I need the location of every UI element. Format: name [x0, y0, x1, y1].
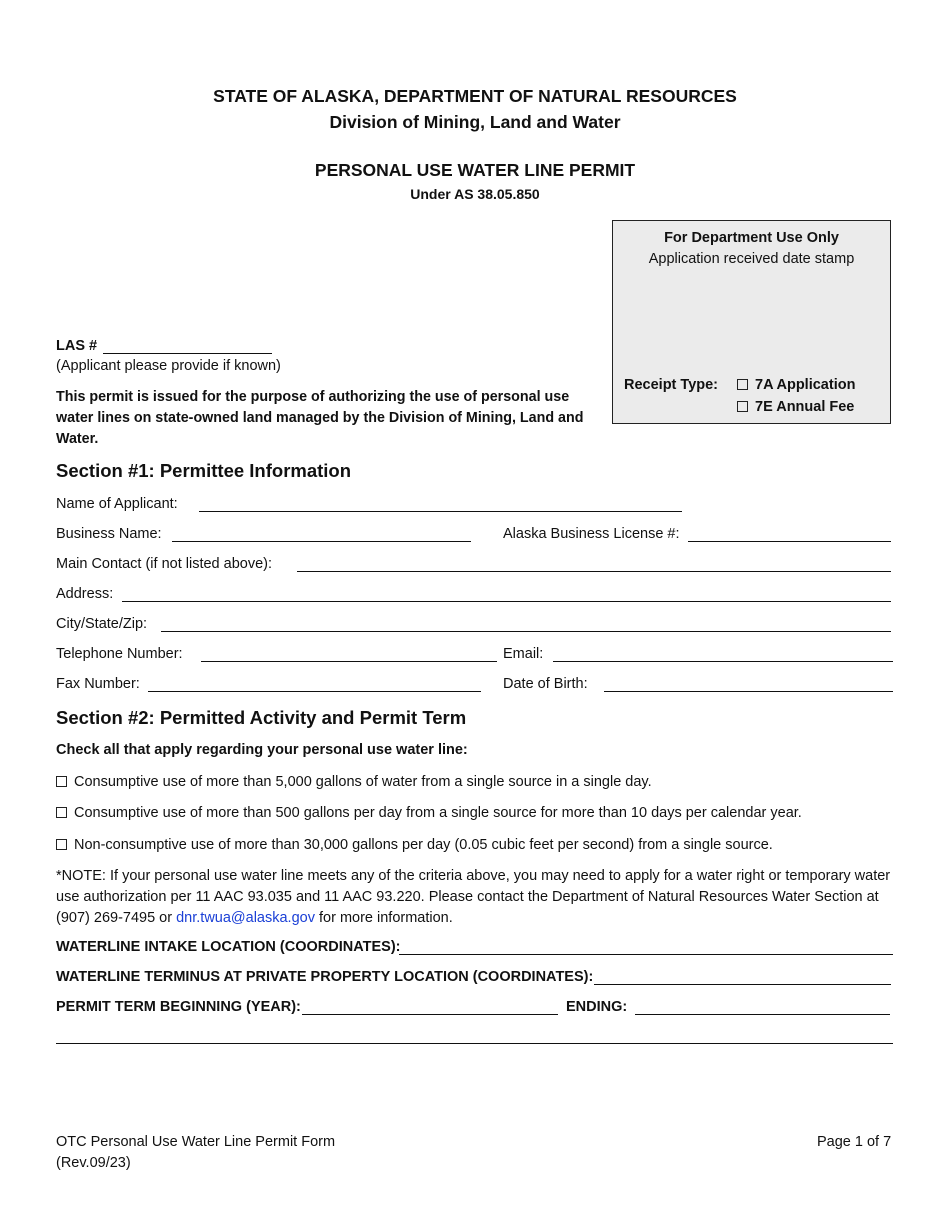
terminus-input[interactable]: [594, 984, 891, 985]
footer-page-number: Page 1 of 7: [817, 1134, 892, 1150]
phone-input[interactable]: [201, 661, 497, 662]
section2-instruction: Check all that apply regarding your personal use water line:: [56, 742, 468, 758]
email-input[interactable]: [553, 661, 893, 662]
contact-input[interactable]: [297, 571, 891, 572]
checkbox-icon[interactable]: [737, 401, 748, 412]
intake-label: WATERLINE INTAKE LOCATION (COORDINATES):: [56, 939, 401, 955]
form-subtitle: Under AS 38.05.850: [410, 186, 540, 202]
term-end-input[interactable]: [635, 1014, 890, 1015]
city-label: City/State/Zip:: [56, 616, 148, 632]
business-input[interactable]: [172, 541, 471, 542]
section2-title: Section #2: Permitted Activity and Permit Term: [56, 707, 467, 728]
agency-name: STATE OF ALASKA, DEPARTMENT OF NATURAL RESOURCES: [213, 86, 737, 106]
footer-revision: (Rev.09/23): [56, 1155, 131, 1171]
las-label: LAS #: [56, 338, 98, 354]
checkbox-icon[interactable]: [737, 379, 748, 390]
name-label: Name of Applicant:: [56, 496, 178, 512]
contact-label: Main Contact (if not listed above):: [56, 556, 272, 572]
section1-title: Section #1: Permittee Information: [56, 460, 352, 481]
water-right-note: *NOTE: If your personal use water line meets any of the criteria above, you may need to apply for a water right or temporary water use authorization per 11 AAC 93.035 and 11 AAC 93.220. Please contact the Department of Natural Resources Water Section at (907) 269-7495 or dnr.twua@alaska.gov for more information.: [56, 868, 891, 926]
form-title: PERSONAL USE WATER LINE PERMIT: [314, 160, 636, 180]
checkbox-icon[interactable]: [56, 807, 67, 818]
license-input[interactable]: [688, 541, 891, 542]
department-use-box: [612, 220, 891, 424]
activity-option-2[interactable]: Consumptive use of more than 500 gallons per day from a single source for more than 10 days per calendar year.: [56, 805, 802, 821]
fax-input[interactable]: [148, 691, 481, 692]
email-link[interactable]: dnr.twua@alaska.gov: [176, 910, 315, 926]
dob-input[interactable]: [604, 691, 893, 692]
fax-label: Fax Number:: [56, 676, 140, 692]
term-end-label: ENDING:: [566, 999, 628, 1015]
bottom-divider: [56, 1043, 893, 1044]
license-label: Alaska Business License #:: [503, 526, 680, 542]
receipt-option-7e[interactable]: 7E Annual Fee: [737, 399, 854, 415]
dept-box-heading: For Department Use Only: [664, 230, 839, 246]
address-input[interactable]: [122, 601, 891, 602]
intro-text: This permit is issued for the purpose of authorizing the use of personal use water lines on state-owned land managed by the Division of Mining, Land and Water.: [56, 389, 584, 447]
term-begin-label: PERMIT TERM BEGINNING (YEAR):: [56, 999, 301, 1015]
dob-label: Date of Birth:: [503, 676, 588, 692]
intake-input[interactable]: [399, 954, 893, 955]
las-note: (Applicant please provide if known): [56, 358, 281, 374]
division-name: Division of Mining, Land and Water: [329, 112, 621, 132]
terminus-label: WATERLINE TERMINUS AT PRIVATE PROPERTY LOCATION (COORDINATES):: [56, 969, 594, 985]
date-stamp-label: Application received date stamp: [648, 251, 855, 267]
phone-label: Telephone Number:: [56, 646, 183, 662]
term-begin-input[interactable]: [302, 1014, 558, 1015]
checkbox-icon[interactable]: [56, 776, 67, 787]
receipt-option-7a[interactable]: 7A Application: [737, 377, 855, 393]
address-label: Address:: [56, 586, 114, 602]
checkbox-icon[interactable]: [56, 839, 67, 850]
activity-option-3[interactable]: Non-consumptive use of more than 30,000 gallons per day (0.05 cubic feet per second) from a single source.: [56, 837, 773, 853]
email-label: Email:: [503, 646, 544, 662]
las-input[interactable]: [103, 353, 272, 354]
business-label: Business Name:: [56, 526, 162, 542]
name-input[interactable]: [199, 511, 682, 512]
city-input[interactable]: [161, 631, 891, 632]
receipt-type-label: Receipt Type:: [624, 377, 719, 393]
footer-form-name: OTC Personal Use Water Line Permit Form: [56, 1134, 336, 1150]
activity-option-1[interactable]: Consumptive use of more than 5,000 gallons of water from a single source in a single day.: [56, 774, 652, 790]
